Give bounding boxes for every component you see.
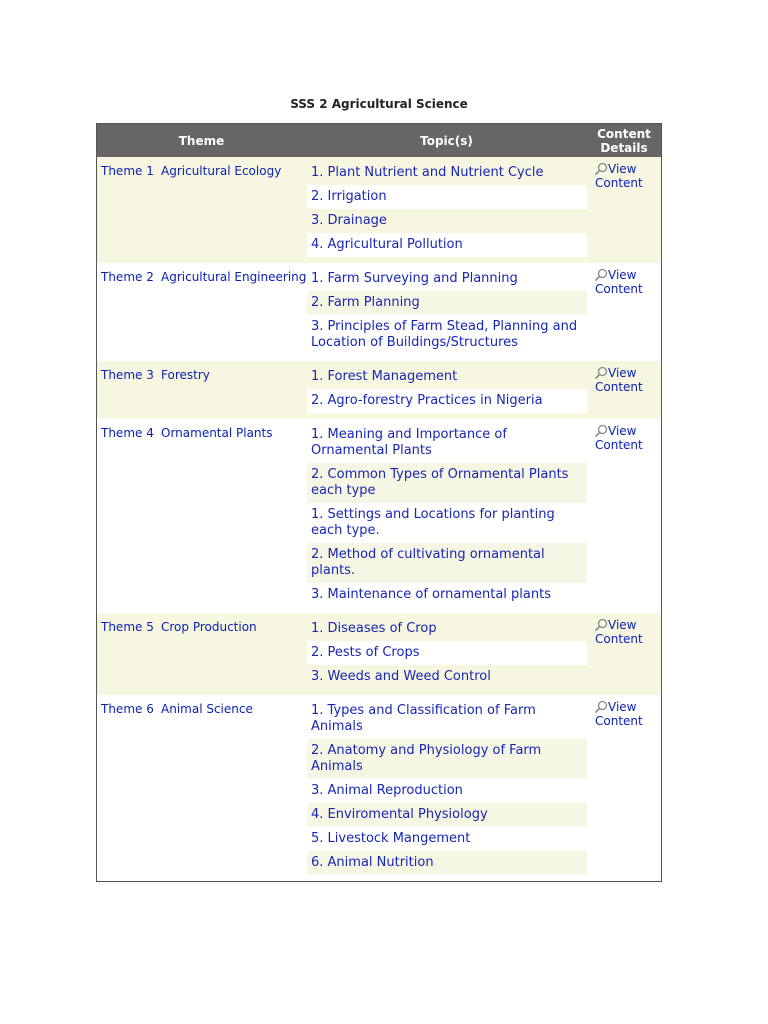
topic-list [307, 361, 587, 419]
theme-row [97, 419, 661, 613]
table-header [97, 124, 661, 157]
topic-list [307, 695, 587, 881]
content-label: Content [595, 380, 643, 394]
topic-link[interactable]: 4. Agricultural Pollution [307, 233, 587, 257]
theme-name[interactable]: Ornamental Plants [161, 426, 273, 440]
topic-link[interactable]: 1. Types and Classification of Farm Animals [311, 703, 536, 734]
view-label: View [608, 268, 637, 282]
header-theme: Theme [178, 133, 225, 148]
view-content-link[interactable] [595, 162, 643, 190]
topic-list [307, 419, 587, 613]
content-label: Content [595, 438, 643, 452]
syllabus-table [96, 123, 662, 882]
topic-list [307, 157, 587, 263]
theme-number[interactable]: Theme 1 [101, 164, 154, 178]
view-label: View [608, 700, 637, 714]
topic-link[interactable]: 3. Animal Reproduction [311, 783, 463, 798]
content-label: Content [595, 714, 643, 728]
topic-link[interactable]: 2. Method of cultivating ornamental plants. [307, 543, 587, 583]
topic-link[interactable]: 3. Maintenance of ornamental plants [311, 587, 551, 602]
theme-number[interactable]: Theme 5 [101, 620, 154, 634]
topic-link[interactable]: 2. Pests of Crops [307, 641, 587, 665]
topic-link[interactable]: 2. Farm Planning [307, 291, 587, 315]
view-content-link[interactable] [595, 268, 643, 296]
theme-row [97, 613, 661, 695]
topic-link[interactable]: 1. Forest Management [311, 369, 458, 384]
topic-link[interactable]: 3. Drainage [311, 213, 387, 228]
theme-number[interactable]: Theme 6 [101, 702, 154, 716]
theme-name[interactable]: Animal Science [161, 702, 253, 716]
view-content-link[interactable] [595, 424, 643, 452]
theme-row [97, 695, 661, 881]
view-content-link[interactable] [595, 618, 643, 646]
theme-name[interactable]: Agricultural Engineering [161, 270, 307, 284]
theme-row [97, 263, 661, 361]
topic-link[interactable]: 1. Diseases of Crop [311, 621, 437, 636]
page-title: SSS 2 Agricultural Science [290, 97, 468, 111]
theme-name[interactable]: Agricultural Ecology [161, 164, 282, 178]
topic-link[interactable]: 1. Settings and Locations for planting each type. [311, 507, 555, 538]
topic-link[interactable]: 2. Common Types of Ornamental Plants each type [307, 463, 587, 503]
topic-link[interactable]: 1. Plant Nutrient and Nutrient Cycle [311, 165, 544, 180]
magnifier-icon [595, 366, 608, 379]
topic-list [307, 263, 587, 361]
magnifier-icon [595, 618, 608, 631]
view-label: View [608, 618, 637, 632]
topic-link[interactable]: 1. Farm Surveying and Planning [311, 271, 518, 286]
theme-number[interactable]: Theme 3 [101, 368, 154, 382]
theme-row [97, 157, 661, 263]
topic-link[interactable]: 3. Weeds and Weed Control [311, 669, 491, 684]
theme-number[interactable]: Theme 2 [101, 270, 154, 284]
topic-link[interactable]: 2. Agro-forestry Practices in Nigeria [307, 389, 587, 413]
topic-link[interactable]: 2. Irrigation [307, 185, 587, 209]
topic-list [307, 613, 587, 695]
topic-link[interactable]: 5. Livestock Mangement [311, 831, 471, 846]
topic-link[interactable]: 3. Principles of Farm Stead, Planning and Location of Buildings/Structures [311, 319, 578, 350]
header-topics: Topic(s) [420, 133, 473, 148]
topic-link[interactable]: 6. Animal Nutrition [307, 851, 587, 875]
header-content-details [587, 124, 661, 157]
view-label: View [608, 162, 637, 176]
theme-rows [97, 157, 661, 881]
topic-link[interactable]: 1. Meaning and Importance of Ornamental Plants [311, 427, 507, 458]
content-label: Content [595, 632, 643, 646]
theme-name[interactable]: Forestry [161, 368, 210, 382]
view-label: View [608, 366, 637, 380]
content-label: Content [595, 176, 643, 190]
content-label: Content [595, 282, 643, 296]
view-content-link[interactable] [595, 700, 643, 728]
view-content-link[interactable] [595, 366, 643, 394]
magnifier-icon [595, 700, 608, 713]
header-content-line2: Details [600, 140, 648, 155]
view-label: View [608, 424, 637, 438]
header-content-line1: Content [597, 126, 651, 141]
theme-name[interactable]: Crop Production [161, 620, 257, 634]
magnifier-icon [595, 162, 608, 175]
theme-row [97, 361, 661, 419]
topic-link[interactable]: 4. Enviromental Physiology [307, 803, 587, 827]
theme-number[interactable]: Theme 4 [101, 426, 154, 440]
magnifier-icon [595, 424, 608, 437]
magnifier-icon [595, 268, 608, 281]
topic-link[interactable]: 2. Anatomy and Physiology of Farm Animals [307, 739, 587, 779]
